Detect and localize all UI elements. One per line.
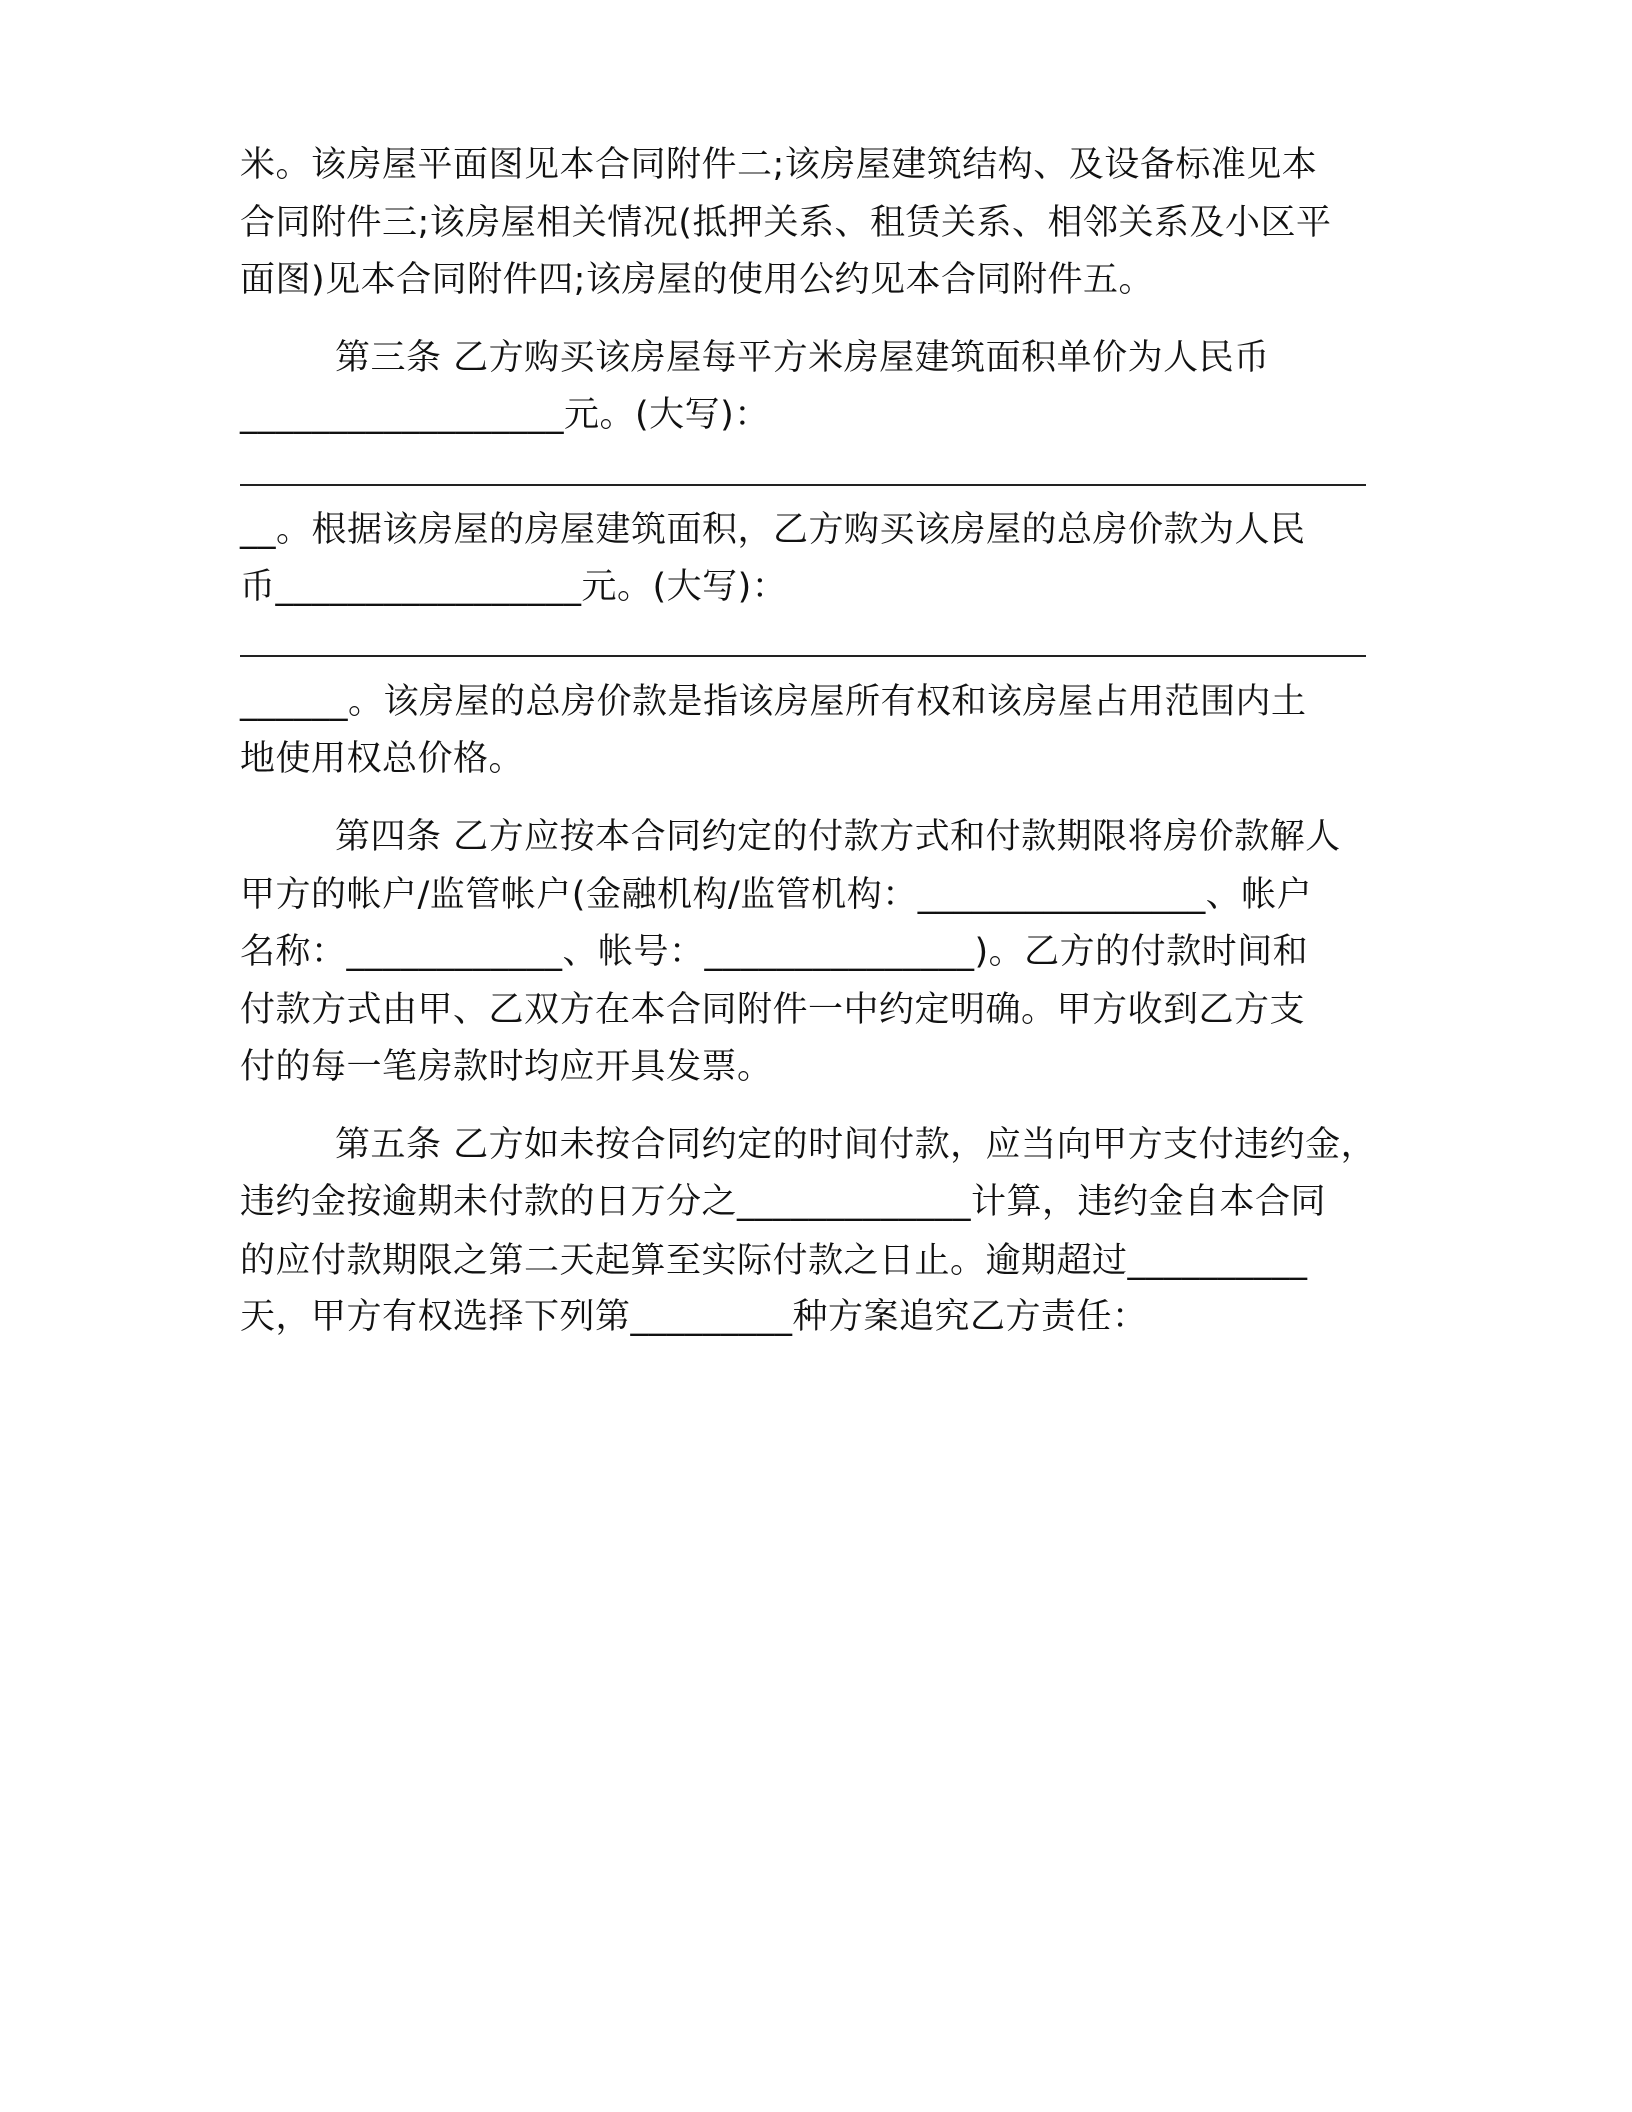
text-line: 币_________________元。(大写)： xyxy=(240,567,788,607)
text-line: 违约金按逾期未付款的日万分之_____________计算，违约金自本合同 xyxy=(240,1182,1327,1222)
text-line: __。根据该房屋的房屋建筑面积，乙方购买该房屋的总房价款为人民 xyxy=(240,510,1306,550)
text-line: 合同附件三;该房屋相关情况(抵押关系、租赁关系、相邻关系及小区平 xyxy=(240,203,1332,243)
text-line: 米。该房屋平面图见本合同附件二;该房屋建筑结构、及设备标准见本 xyxy=(240,145,1318,185)
text-line: 付款方式由甲、乙双方在本合同附件一中约定明确。甲方收到乙方支 xyxy=(240,990,1306,1030)
text-line: 的应付款期限之第二天起算至实际付款之日止。逾期超过__________ xyxy=(240,1241,1308,1281)
text-line: 名称：____________、帐号：_______________)。乙方的付款时间和 xyxy=(240,932,1309,972)
blank-fill-line xyxy=(240,484,1366,486)
text-line: 天，甲方有权选择下列第_________种方案追究乙方责任： xyxy=(240,1297,1148,1337)
article-3-heading-line: 第三条 乙方购买该房屋每平方米房屋建筑面积单价为人民币 xyxy=(335,338,1270,378)
text-line: 甲方的帐户/监管帐户(金融机构/监管机构：________________、帐户 xyxy=(240,875,1313,915)
text-line: __________________元。(大写)： xyxy=(240,395,770,435)
text-line: 付的每一笔房款时均应开具发票。 xyxy=(240,1047,773,1087)
article-5-heading-line: 第五条 乙方如未按合同约定的时间付款，应当向甲方支付违约金， xyxy=(335,1125,1377,1165)
blank-fill-line xyxy=(240,655,1366,657)
text-line: ______。该房屋的总房价款是指该房屋所有权和该房屋占用范围内土 xyxy=(240,682,1307,722)
article-4-heading-line: 第四条 乙方应按本合同约定的付款方式和付款期限将房价款解人 xyxy=(335,817,1341,857)
text-line: 地使用权总价格。 xyxy=(240,739,525,779)
text-line: 面图)见本合同附件四;该房屋的使用公约见本合同附件五。 xyxy=(240,260,1154,300)
